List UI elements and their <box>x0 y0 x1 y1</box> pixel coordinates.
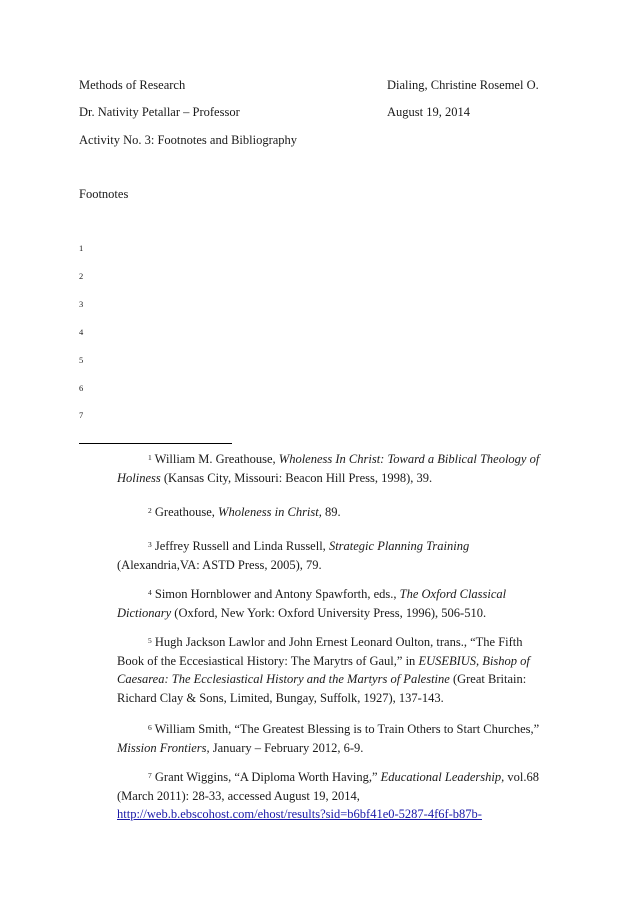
student-name: Dialing, Christine Rosemel O. <box>387 78 539 92</box>
note-marker: 7 <box>79 410 84 420</box>
book-title: Strategic Planning Training <box>328 539 470 553</box>
book-title: Wholeness In Christ: Toward a Biblical Theology of <box>278 452 540 466</box>
footnote-separator <box>79 443 232 444</box>
note-marker: 2 <box>79 271 84 281</box>
note-marker: 5 <box>79 355 84 365</box>
book-title: Caesarea: The Ecclesiastical History and the Martyrs of Palestine <box>117 672 450 686</box>
note-marker: 6 <box>79 383 84 393</box>
book-title: Wholeness in Christ, <box>218 505 322 519</box>
book-title: EUSEBIUS, Bishop of <box>418 653 530 668</box>
submission-date: August 19, 2014 <box>387 105 470 119</box>
book-title: Dictionary <box>117 605 172 620</box>
note-marker: 3 <box>79 299 84 309</box>
footnote-1: $^1$ William M. Greathouse, Wholeness In Christ: Toward a Biblical Theology of Holiness (Kansas City, Missouri: Beacon Hill Press, 1998), 39. <box>117 452 540 485</box>
course-title: Methods of Research <box>79 78 186 92</box>
section-heading: Footnotes <box>79 187 129 201</box>
footnote-6: $^6$ William Smith, “The Greatest Blessing is to Train Others to Start Churches,” Mission Frontiers, January – February 2012, 6-9. <box>117 722 540 755</box>
footnote-number: 3 <box>148 540 152 549</box>
note-marker: 4 <box>79 327 84 337</box>
footnote-number: 6 <box>148 723 152 732</box>
book-title: The Oxford Classical <box>399 587 507 601</box>
footnote-number: 7 <box>148 771 152 780</box>
footnote-4: $^4$ Simon Hornblower and Antony Spawforth, eds., The Oxford Classical Dictionary (Oxford, New York: Oxford University Press, 1996), 506-510. <box>117 587 507 620</box>
footnote-3: $^3$ Jeffrey Russell and Linda Russell, Strategic Planning Training (Alexandria,VA: ASTD Press, 2005), 79. <box>117 539 470 572</box>
journal-title: Mission Frontiers, <box>117 740 210 755</box>
footnote-2: $^2$ Greathouse, Wholeness in Christ, 89. <box>148 505 341 519</box>
footnote-7: $^7$ Grant Wiggins, “A Diploma Worth Having,” Educational Leadership, vol.68 (March 2011): 28-33, accessed August 19, 2014, http://web.b.ebscohost.com/ehost/results?sid=b6bf41e0-5287-4f6f-b87b- <box>117 770 539 821</box>
book-title: Holiness <box>117 470 161 485</box>
footnote-number: 1 <box>148 453 152 462</box>
footnote-number: 2 <box>148 506 152 515</box>
footnote-number: 4 <box>148 588 152 597</box>
footnote-number: 5 <box>148 636 152 645</box>
source-url-link[interactable]: http://web.b.ebscohost.com/ehost/results?sid=b6bf41e0-5287-4f6f-b87b- <box>117 807 482 821</box>
note-marker: 1 <box>79 243 84 253</box>
journal-title: Educational Leadership, <box>380 770 505 784</box>
professor-name: Dr. Nativity Petallar – Professor <box>79 105 240 119</box>
activity-title: Activity No. 3: Footnotes and Bibliography <box>79 133 298 147</box>
footnote-5: $^5$ Hugh Jackson Lawlor and John Ernest Leonard Oulton, trans., “The Fifth Book of the Eccesiastical History: The Marytrs of Gaul,” in EUSEBIUS, Bishop of Caesarea: The Ecclesiastical History and the Martyrs of Palestine (Great Britain: Richard Clay & Sons, Limited, Bungay, Suffolk, 1927), 137-143. <box>117 635 530 705</box>
